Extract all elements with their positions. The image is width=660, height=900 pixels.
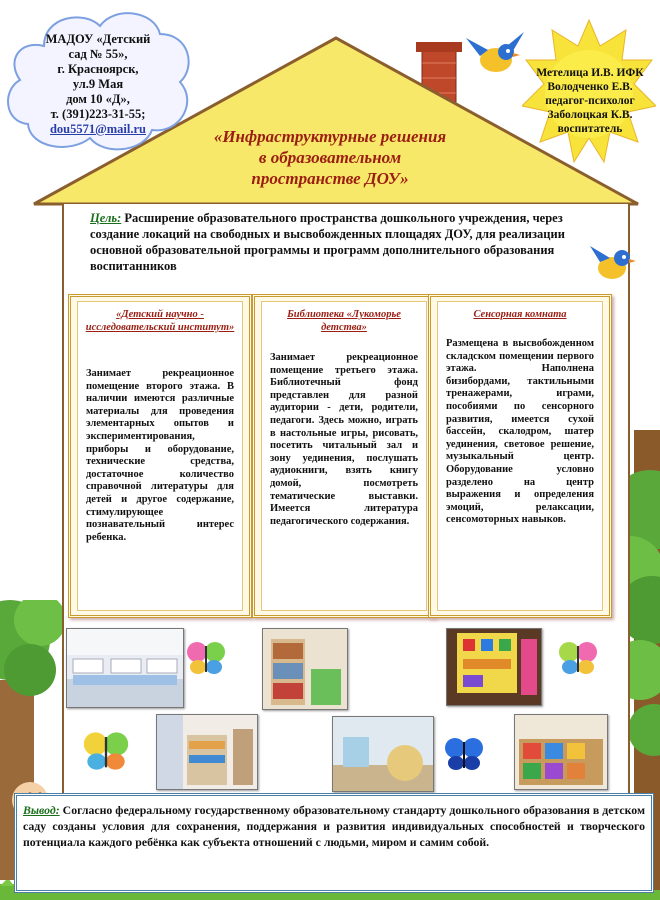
- panel-sensory-room: [428, 294, 612, 618]
- conclusion-text: Согласно федеральному государственному образовательному стандарту дошкольного образования в детском саду созданы условия для сохранения, поддержания и развития индивидуальных способностей и творческого потенциала каждого ребёнка как субъекта отношений с людьми, миром и самим собой.: [23, 803, 645, 849]
- photo-sensory-board: [446, 628, 542, 706]
- panel-text: Размещена в высвобожденном складском помещении первого этажа. Наполнена бизибордами, тактильными тренажерами, играми, пособиями по сенсорного развития, имеется сухой бассейн, скалодром, шатер уединения, световое решение, музыкальный центр. Оборудование условно разделено на центр выражения и определения эмоций, релаксации, сенсомоторных навыков.: [446, 338, 594, 526]
- org-line: г. Красноярск,: [57, 62, 139, 76]
- author-line: Метелица И.В. ИФК: [536, 67, 644, 79]
- photo-room-shelves: [156, 714, 258, 790]
- org-line: дом 10 «Д»,: [66, 92, 130, 106]
- page-title: [180, 126, 480, 189]
- org-email-link[interactable]: dou5571@mail.ru: [49, 122, 146, 136]
- butterfly-icon: [558, 640, 598, 676]
- panel-title: «Детский научно - исследовательский институт»: [85, 309, 235, 333]
- panel-title: Сенсорная комната: [473, 309, 567, 320]
- photo-reading-zone: [332, 716, 434, 792]
- org-line: ул.9 Мая: [72, 77, 124, 91]
- goal-block: [90, 210, 596, 274]
- goal-text: Расширение образовательного пространства дошкольного учреждения, через создание локаций на свободных и высвобожденных площадях ДОУ, для реализации основной образовательной программы и программ дополнительного образования воспитанников: [90, 211, 565, 273]
- author-line: Володченко Е.В.: [547, 81, 633, 93]
- title-line: «Инфраструктурные решения: [213, 127, 447, 146]
- org-line: т. (391)223-31-55;: [50, 107, 146, 121]
- authors-info: [526, 66, 654, 136]
- photo-library-shelves: [262, 628, 348, 710]
- title-line: в образовательном: [258, 148, 402, 167]
- panel-title: Библиотека «Лукоморье детства»: [287, 309, 401, 333]
- butterfly-icon: [186, 640, 226, 676]
- org-line: сад № 55»,: [68, 47, 128, 61]
- author-line: педагог-психолог: [545, 95, 635, 107]
- photo-science-room: [66, 628, 184, 708]
- author-line: воспитатель: [557, 123, 623, 135]
- photo-toy-shelves: [514, 714, 608, 790]
- bird-icon: [466, 28, 526, 82]
- panel-text: Занимает рекреационное помещение третьего этажа. Библиотечный фонд представлен для разной аудитории - дети, родители, педагоги. Здесь можно, играть в настольные игры, рисовать, посетить читальный зал и зону уединения, послушать аудиокниги, взять книгу домой, посмотреть тематические выставки. Имеется литература педагогического содержания.: [270, 352, 418, 527]
- small-bird-icon: [590, 240, 638, 286]
- panel-research-institute: [68, 294, 252, 618]
- author-line: Заболоцкая К.В.: [547, 109, 633, 121]
- panel-text: Занимает рекреационное помещение второго этажа. В наличии имеются различные материалы для проведения элементарных опытов и экспериментирования, приборы и оборудование, технические средства, достаточное количество справочной литературы для детей и другое содержание, стимулирующее познавательный интерес ребенка.: [86, 368, 234, 543]
- org-info: [18, 32, 178, 137]
- butterfly-icon: [444, 736, 484, 772]
- panel-library: [252, 294, 436, 618]
- title-line: пространстве ДОУ»: [251, 169, 409, 188]
- conclusion-block: [14, 793, 654, 893]
- butterfly-icon: [82, 730, 130, 772]
- goal-label: Цель:: [90, 211, 122, 225]
- conclusion-label: Вывод:: [23, 803, 60, 817]
- org-line: МАДОУ «Детский: [45, 32, 151, 46]
